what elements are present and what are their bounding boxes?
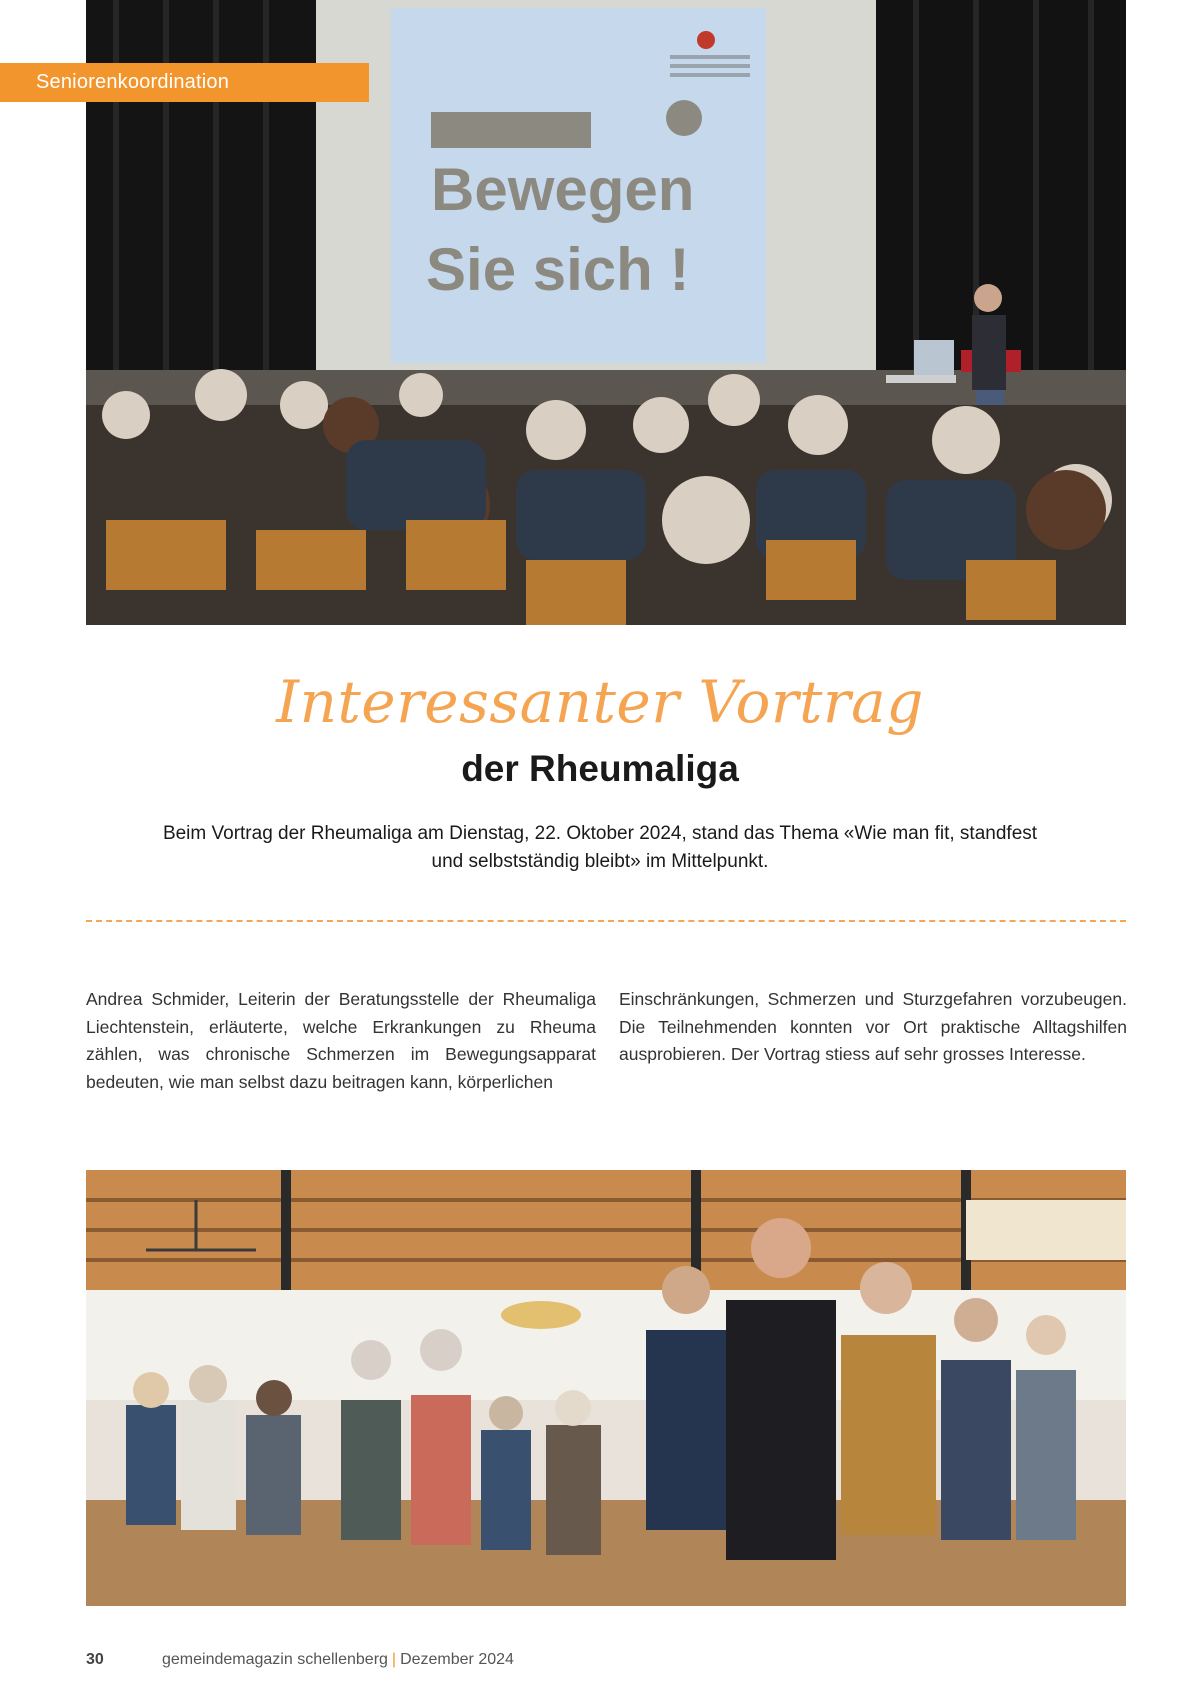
lead-text: Beim Vortrag der Rheumaliga am Dienstag, 22. Oktober 2024, stand das Thema «Wie man fit, standfest und selbstständig bleibt» im Mittelpunkt. [162, 823, 1038, 872]
issue-date: Dezember 2024 [400, 1651, 514, 1668]
body-column-right: Einschränkungen, Schmerzen und Sturzgefahren vorzubeugen. Die Teilnehmenden konnten vor Ort praktische Alltagshilfen ausprobieren. Der Vortrag stiess auf sehr grosses Interesse. [619, 989, 1127, 1064]
page-number: 30 [86, 1651, 104, 1668]
photo-exercise-hall [86, 1170, 1126, 1606]
screen-text-line1: Bewegen [431, 156, 695, 223]
headline-subtitle: der Rheumaliga [461, 748, 739, 789]
section-tag: Seniorenkoordination [0, 63, 369, 102]
body-column-left: Andrea Schmider, Leiterin der Beratungsstelle der Rheumaliga Liechtenstein, erläuterte, welche Erkrankungen zu Rheuma zählen, was chronische Schmerzen im Bewegungsapparat bedeuten, wie man selbst dazu beitragen kann, körperlichen [86, 989, 596, 1092]
exercise-photo-illustration [86, 1170, 1126, 1606]
page-footer [86, 1651, 514, 1669]
footer-separator: | [391, 1651, 397, 1668]
headline-script-title: Interessanter Vortrag [276, 668, 924, 736]
screen-text-line2: Sie sich ! [426, 236, 690, 303]
magazine-name: gemeindemagazin schellenberg [162, 1651, 388, 1668]
dashed-divider [86, 920, 1126, 922]
